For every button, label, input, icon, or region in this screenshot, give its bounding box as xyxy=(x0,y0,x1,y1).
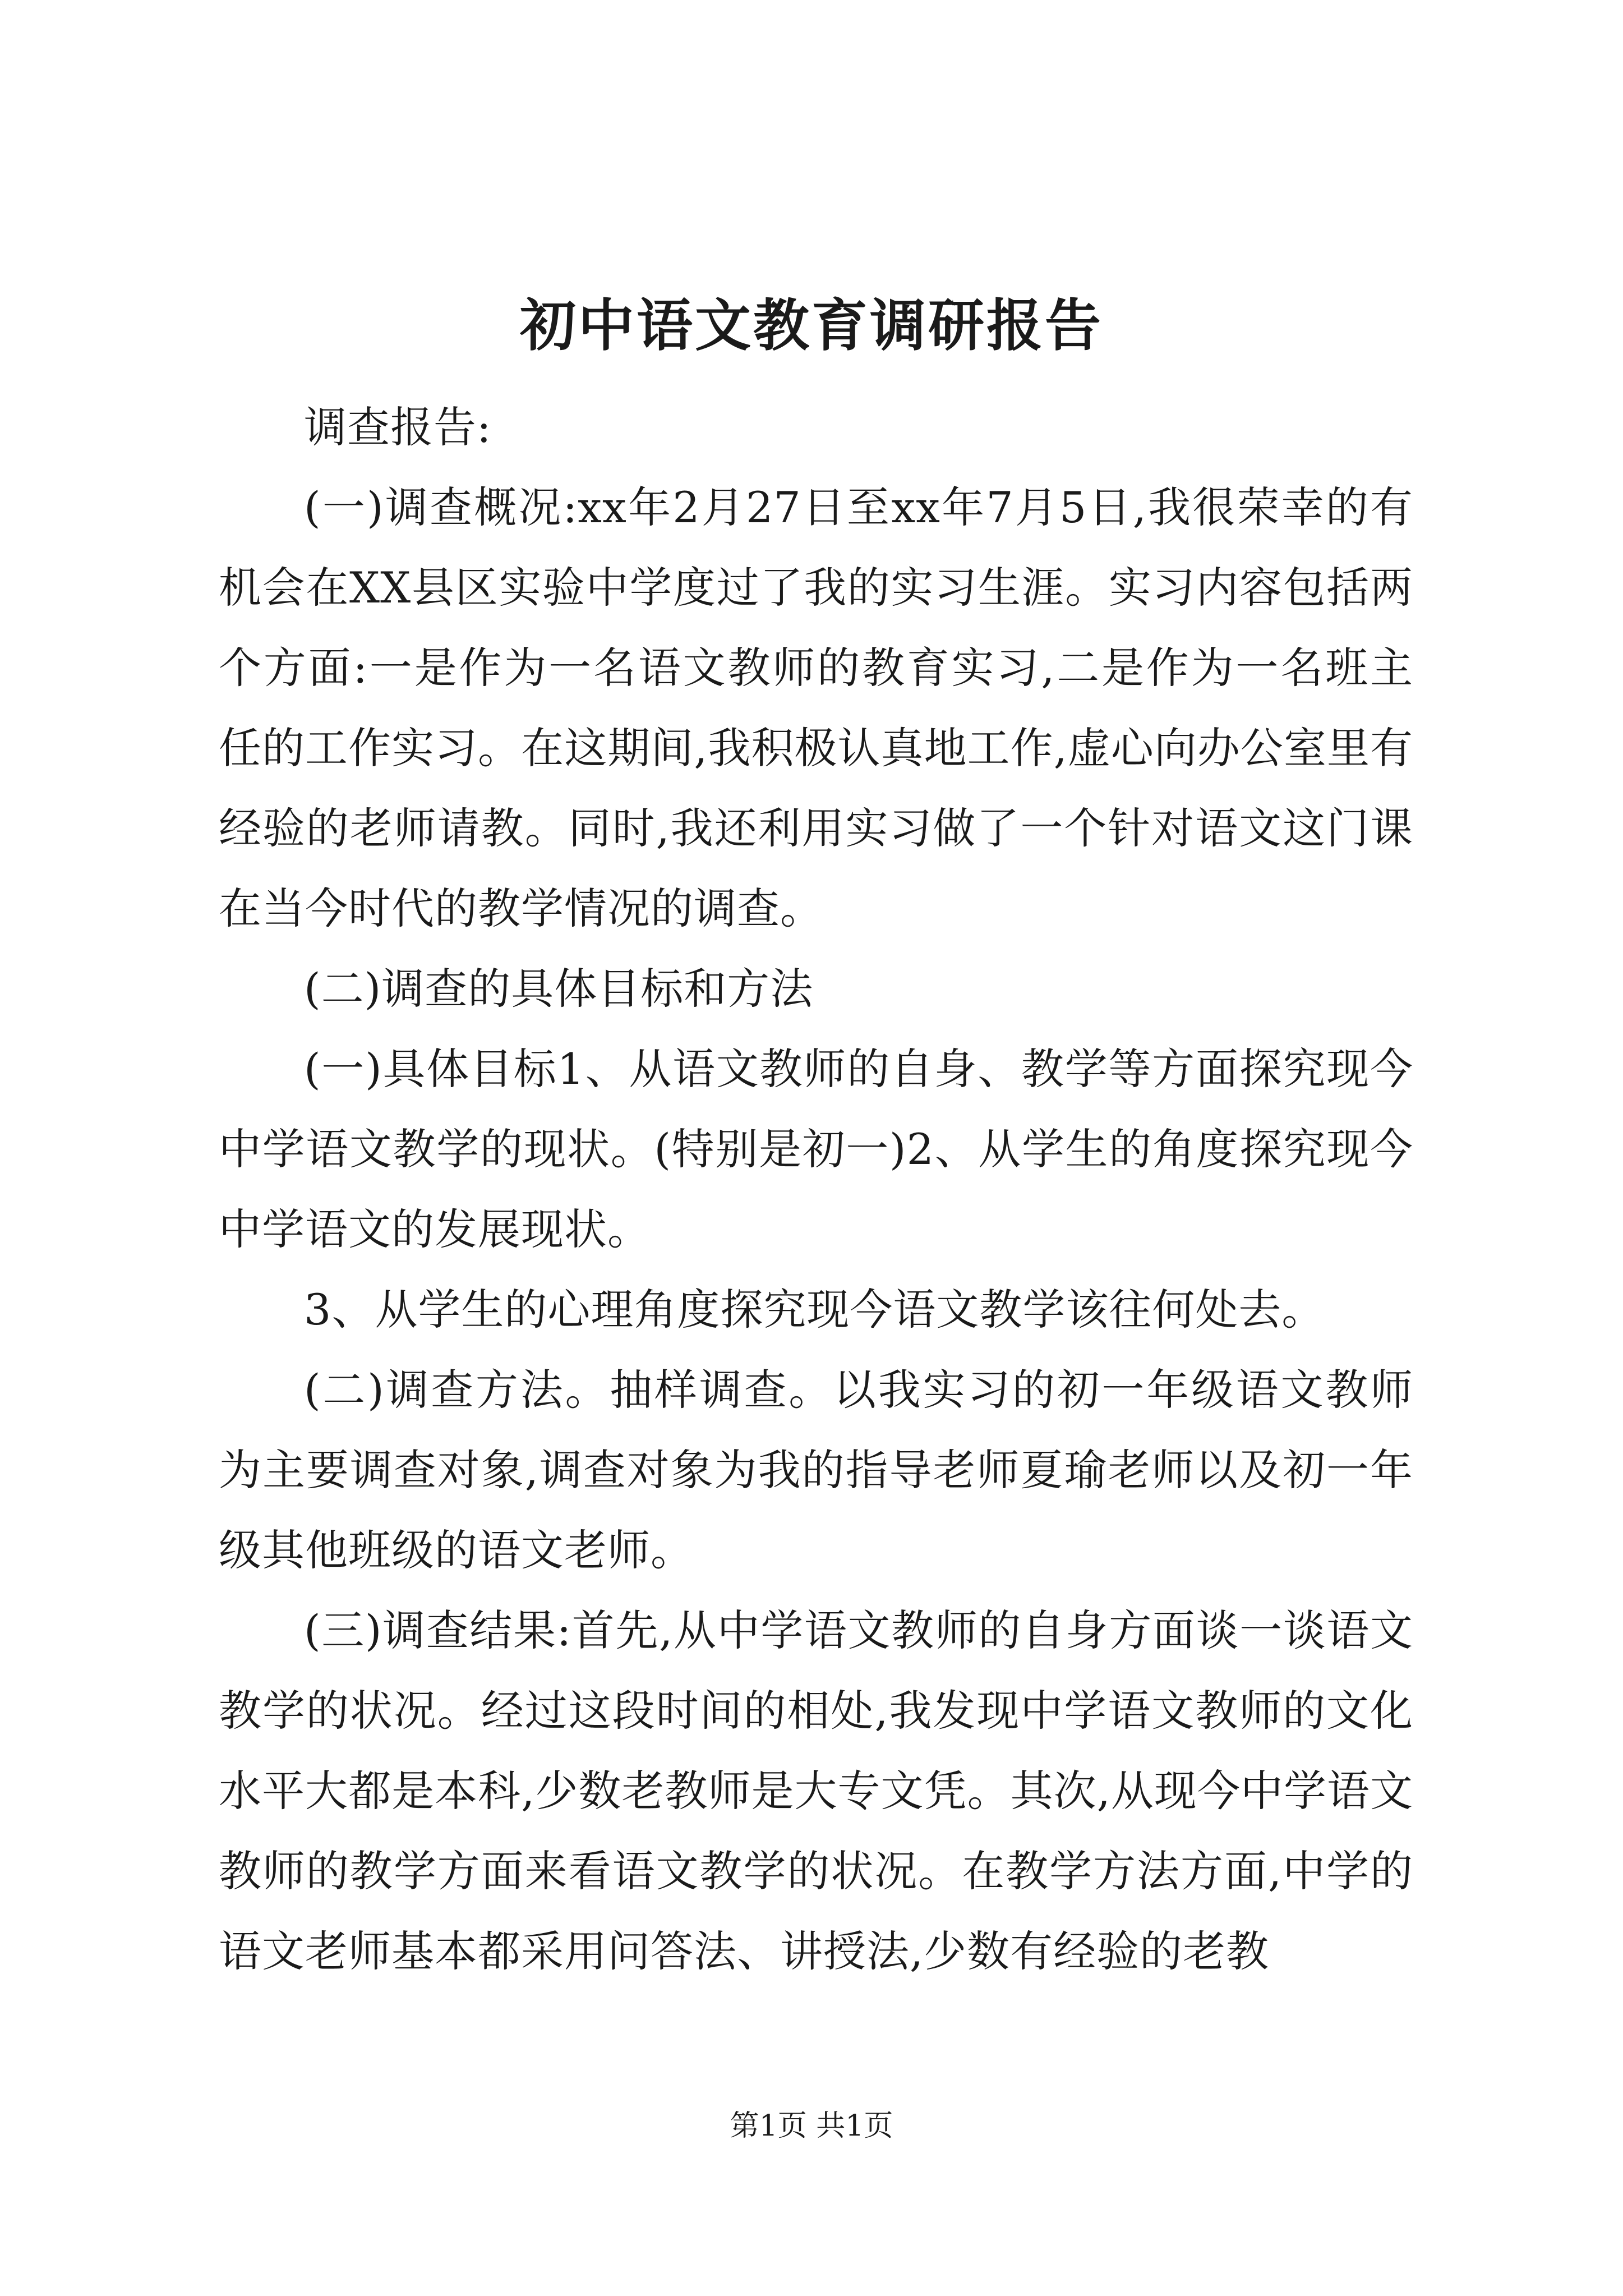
paragraph-survey-report-label: 调查报告: xyxy=(304,402,492,452)
document-title: 初中语文教育调研报告 xyxy=(520,292,1103,358)
paragraph-goals-methods-heading: (二)调查的具体目标和方法 xyxy=(304,964,814,1014)
paragraph-goal-three: 3、从学生的心理角度探究现今语文教学该往何处去。 xyxy=(304,1285,1325,1335)
paragraph-specific-goals: (一)具体目标1、从语文教师的自身、教学等方面探究现今中学语文教学的现状。(特别是初一)2、从学生的角度探究现今中学语文的发展现状。 xyxy=(219,1044,1413,1254)
document-body xyxy=(219,387,1413,1991)
page-number-label: 第1页 共1页 xyxy=(730,2109,893,2143)
paragraph-survey-results: (三)调查结果:首先,从中学语文教师的自身方面谈一谈语文教学的状况。经过这段时间的相处,我发现中学语文教师的文化水平大都是本科,少数老教师是大专文凭。其次,从现今中学语文教师的教学方面来看语文教学的状况。在教学方法方面,中学的语文老师基本都采用问答法、讲授法,少数有经验的老教 xyxy=(219,1605,1413,1976)
page-footer xyxy=(0,2106,1623,2146)
paragraph-survey-method: (二)调查方法。抽样调查。以我实习的初一年级语文教师为主要调查对象,调查对象为我的指导老师夏瑜老师以及初一年级其他班级的语文老师。 xyxy=(219,1365,1413,1575)
paragraph-overview: (一)调查概况:xx年2月27日至xx年7月5日,我很荣幸的有机会在XX县区实验中学度过了我的实习生涯。实习内容包括两个方面:一是作为一名语文教师的教育实习,二是作为一名班主任的工作实习。在这期间,我积极认真地工作,虚心向办公室里有经验的老师请教。同时,我还利用实习做了一个针对语文这门课在当今时代的教学情况的调查。 xyxy=(219,482,1413,933)
